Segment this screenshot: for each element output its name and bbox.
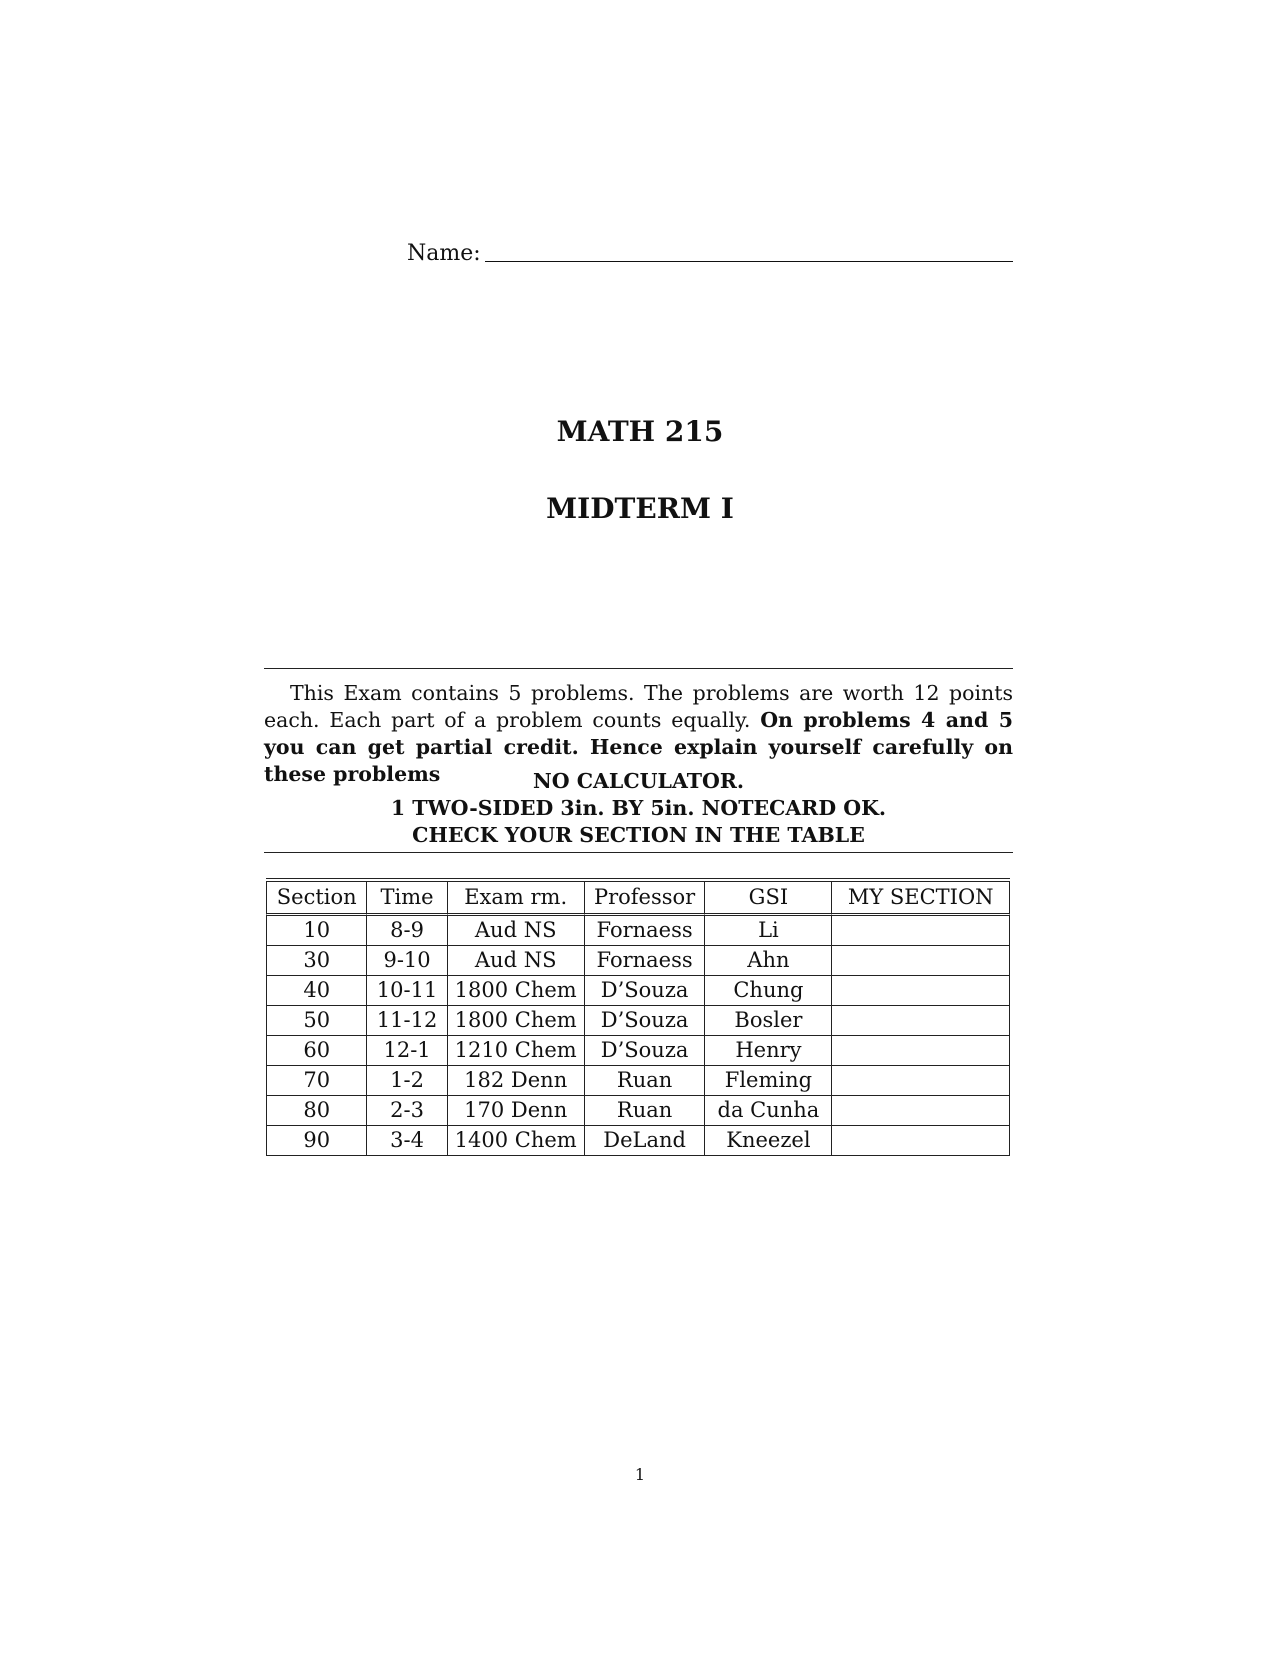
cell-my-section[interactable] bbox=[832, 976, 1010, 1006]
header-section: Section bbox=[266, 881, 367, 916]
cell-professor: D’Souza bbox=[585, 1036, 706, 1066]
cell-exam-room: 1800 Chem bbox=[448, 976, 585, 1006]
cell-section: 40 bbox=[266, 976, 367, 1006]
cell-exam-room: Aud NS bbox=[448, 916, 585, 946]
cell-my-section[interactable] bbox=[832, 946, 1010, 976]
cell-section: 30 bbox=[266, 946, 367, 976]
cell-my-section[interactable] bbox=[832, 1066, 1010, 1096]
name-blank-line[interactable] bbox=[485, 261, 1013, 262]
cell-time: 12-1 bbox=[367, 1036, 447, 1066]
cell-my-section[interactable] bbox=[832, 1006, 1010, 1036]
notice-check-section: CHECK YOUR SECTION IN THE TABLE bbox=[412, 823, 865, 847]
cell-exam-room: 1210 Chem bbox=[448, 1036, 585, 1066]
name-field-row bbox=[407, 240, 1013, 270]
cell-gsi: Kneezel bbox=[705, 1126, 832, 1156]
notice-no-calculator: NO CALCULATOR. bbox=[532, 769, 745, 793]
instructions-normal-text: This Exam contains 5 problems. The problems are worth 12 points each. Each part of a problem counts equally. bbox=[264, 681, 1013, 732]
cell-gsi: da Cunha bbox=[705, 1096, 832, 1126]
header-exam-room: Exam rm. bbox=[448, 881, 585, 916]
page-number: 1 bbox=[634, 1465, 646, 1484]
table-row bbox=[266, 1066, 1010, 1096]
cell-exam-room: Aud NS bbox=[448, 946, 585, 976]
cell-professor: Fornaess bbox=[585, 916, 706, 946]
cell-professor: D’Souza bbox=[585, 976, 706, 1006]
cell-professor: Ruan bbox=[585, 1096, 706, 1126]
cell-section: 80 bbox=[266, 1096, 367, 1126]
cell-gsi: Fleming bbox=[705, 1066, 832, 1096]
cell-my-section[interactable] bbox=[832, 1036, 1010, 1066]
table-row bbox=[266, 916, 1010, 946]
cell-section: 60 bbox=[266, 1036, 367, 1066]
cell-my-section[interactable] bbox=[832, 1126, 1010, 1156]
table-row bbox=[266, 1036, 1010, 1066]
cell-time: 2-3 bbox=[367, 1096, 447, 1126]
cell-my-section[interactable] bbox=[832, 1096, 1010, 1126]
table-row bbox=[266, 976, 1010, 1006]
cell-time: 9-10 bbox=[367, 946, 447, 976]
cell-gsi: Li bbox=[705, 916, 832, 946]
cell-time: 10-11 bbox=[367, 976, 447, 1006]
cell-gsi: Bosler bbox=[705, 1006, 832, 1036]
cell-section: 70 bbox=[266, 1066, 367, 1096]
cell-exam-room: 170 Denn bbox=[448, 1096, 585, 1126]
cell-time: 3-4 bbox=[367, 1126, 447, 1156]
instructions-top-rule bbox=[264, 668, 1013, 669]
table-row bbox=[266, 1096, 1010, 1126]
table-row bbox=[266, 1006, 1010, 1036]
header-professor: Professor bbox=[585, 881, 706, 916]
cell-professor: D’Souza bbox=[585, 1006, 706, 1036]
instructions-bottom-rule bbox=[264, 852, 1013, 853]
header-gsi: GSI bbox=[705, 881, 832, 916]
cell-gsi: Henry bbox=[705, 1036, 832, 1066]
cell-my-section[interactable] bbox=[832, 916, 1010, 946]
cell-professor: Ruan bbox=[585, 1066, 706, 1096]
notice-notecard: 1 TWO-SIDED 3in. BY 5in. NOTECARD OK. bbox=[390, 796, 887, 820]
cell-section: 50 bbox=[266, 1006, 367, 1036]
cell-gsi: Chung bbox=[705, 976, 832, 1006]
table-row bbox=[266, 946, 1010, 976]
instructions-bold-text: On problems 4 and 5 you can get partial credit. Hence explain yourself carefully on these problems bbox=[264, 708, 1013, 786]
cell-exam-room: 1400 Chem bbox=[448, 1126, 585, 1156]
cell-time: 11-12 bbox=[367, 1006, 447, 1036]
cell-time: 1-2 bbox=[367, 1066, 447, 1096]
table-header-row bbox=[266, 881, 1010, 916]
cell-time: 8-9 bbox=[367, 916, 447, 946]
table-row bbox=[266, 1126, 1010, 1156]
cell-section: 90 bbox=[266, 1126, 367, 1156]
cell-professor: Fornaess bbox=[585, 946, 706, 976]
section-table bbox=[266, 881, 1010, 1156]
section-table-container bbox=[266, 881, 1010, 1156]
header-time: Time bbox=[367, 881, 447, 916]
course-title: MATH 215 bbox=[556, 415, 724, 448]
name-label: Name: bbox=[407, 241, 481, 266]
exam-notices bbox=[264, 768, 1013, 849]
cell-exam-room: 1800 Chem bbox=[448, 1006, 585, 1036]
cell-professor: DeLand bbox=[585, 1126, 706, 1156]
cell-exam-room: 182 Denn bbox=[448, 1066, 585, 1096]
cell-section: 10 bbox=[266, 916, 367, 946]
header-my-section: MY SECTION bbox=[832, 881, 1010, 916]
exam-title: MIDTERM I bbox=[546, 492, 734, 525]
table-top-rule bbox=[266, 878, 1010, 879]
cell-gsi: Ahn bbox=[705, 946, 832, 976]
